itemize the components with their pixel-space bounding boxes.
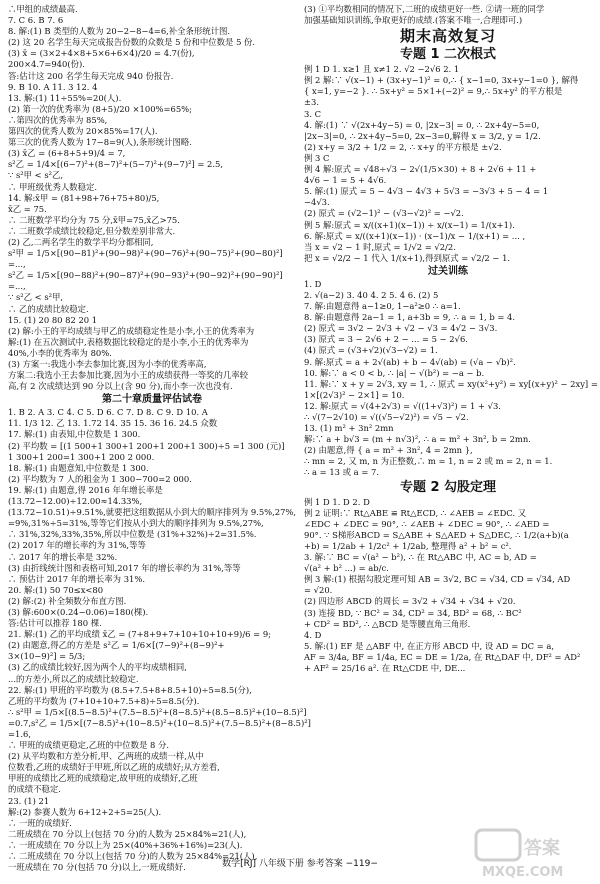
text-line: 例 5 解:原式 = x/((x+1)(x−1)) ÷ x/(x−1) = 1/(x+1).	[304, 219, 515, 230]
text-line: { x=1, y=−2 }. ∴ 5x+y² = 5×1+(−2)² = 9,∴ 5x+y² 的平方根是	[304, 86, 563, 97]
text-line: s²甲 = 1/5×[(90−81)²+(90−98)²+(90−76)²+(90−75)²+(90−80)²]	[8, 248, 283, 259]
svg-text:答案: 答案	[524, 838, 560, 859]
text-line: 解:∵ a + b√3 = (m + n√3)², ∴ a = m² + 3n², b = 2mn.	[304, 434, 531, 445]
text-line: 高,有 2 次成绩达到 90 分以上(含 90 分),而小李一次也没有.	[8, 381, 233, 392]
text-line: 3. C	[304, 108, 322, 119]
text-line: ∴ 甲班的成绩更稳定,乙班的中位数是 8 分.	[8, 740, 170, 751]
text-line: 例 3 解:(1) 根据勾股定理可知 AB = 3√2, BC = √34, CD = √34, AD	[304, 574, 571, 585]
text-line: +b) = 1/2ab + 1/2c² + 1/2ab, 整理得 a² + b² = c².	[304, 540, 512, 551]
text-line: 例 2 解:∵ √(x−1) + (3x+y−1)² = 0,∴ { x−1=0, 3x+y−1=0 }, 解得	[304, 75, 579, 86]
right-column	[304, 4, 598, 850]
text-line: ±3.	[304, 97, 320, 108]
section-heading: 过关训练	[428, 265, 468, 277]
text-line: (2) 从平均数和方差分析,甲、乙两班的成绩一样,从中	[8, 751, 204, 762]
watermark-logo	[474, 826, 594, 882]
text-line: 4√6 − 1 = 5 + 4√6.	[304, 175, 387, 186]
text-line: ∴ 一班的成绩好.	[8, 817, 72, 828]
text-line: (2) 解:(2) 补全频数分布直方图.	[8, 595, 127, 606]
text-line: (3) 连接 BD, ∵ BC² = 34, CD² = 34, BD² = 68, ∴ BC²	[304, 607, 522, 618]
topic-heading: 专题 1 二次根式	[399, 47, 497, 63]
text-line: 4. 解:(1) ∵ √(2x+4y−5) = 0, |2x−3| = 0, ∴ 2x+4y−5=0,	[304, 119, 540, 130]
text-line: 9. 解:原式 = a + 2√(ab) + b − 4√(ab) = (√a − √b)².	[304, 356, 516, 367]
text-line: 解:(2) 参赛人数为 6+12+2+5=25(人).	[8, 806, 162, 817]
text-line: (2) 原式 = 3√2 − 2√3 + √2 − √3 = 4√2 − 3√3.	[304, 323, 498, 334]
text-line: ∴ 2017 年的增长率是 32%.	[8, 551, 118, 562]
text-line: ∴ 二班数学平均分为 75 分,x̄甲=75,x̄乙>75.	[8, 214, 180, 225]
text-line: 4. D	[304, 629, 322, 640]
svg-text:MXQE.COM: MXQE.COM	[482, 865, 564, 880]
text-line: 第四次的优秀人数为 20×85%=17(人).	[8, 126, 158, 137]
text-line: 19. 解:(1) 由题意,得 2016 年年增长率是	[8, 484, 163, 495]
text-line: 例 1 D 1. D 2. D	[304, 496, 370, 507]
text-line: 3×(10−9)²] = 5/3;	[8, 651, 86, 662]
text-line: 解:(1) 在五次测试中,表格数据比较稳定的是小李,小王的优秀率为	[8, 336, 249, 347]
text-line: √(a² + b² ...) = ab/c.	[304, 563, 389, 574]
text-line: (2) 平均数为 7 人的租金为 1 300−700=2 000.	[8, 473, 192, 484]
text-line: s²乙 = 1/5×[(90−88)²+(90−87)²+(90−93)²+(90−92)²+(90−90)²]	[8, 270, 283, 281]
text-line: 6. 解:原式 = x/((x+1)(x−1)) · (x−1)/x − 1/(x+1) = ... ,	[304, 230, 526, 241]
text-line: (3) 解:600×(0.24−0.06)=180(棵).	[8, 606, 149, 617]
text-line: ∴第四次的优秀率为 85%,	[8, 114, 108, 125]
text-line: = √20.	[304, 585, 333, 596]
text-line: (2) 这 20 名学生每天完成报告份数的众数是 5 份和中位数是 5 份.	[8, 37, 256, 48]
text-line: 例 2 证明:∵ Rt△ABE ≌ Rt△ECD, ∴ ∠AEB = ∠EDC. 又	[304, 507, 527, 518]
text-line: (2) 乙,二两名学生的数学平均分都相同,	[8, 236, 154, 247]
text-line: 10. 解:∵ a < 0 < b, ∴ |a| − √(b²) = −a − b.	[304, 367, 485, 378]
text-line: =...,	[8, 281, 26, 292]
text-line: s²乙 = 1/4×[(6−7)²+(8−7)²+(5−7)²+(9−7)²] = 2.5,	[8, 159, 224, 170]
text-line: 2. √(a−2) 3. 40 4. 2 5. 4 6. (2) 5	[304, 289, 439, 300]
text-line: AF = 3/4a, BF = 1/4a, EC = DE = 1/2a, 在 Rt△DAF 中, DF² = AD²	[304, 651, 581, 662]
text-line: (2) 由题意,得乙的方差是 s²乙 = 1/6×[(7−9)²+(8−9)²+	[8, 640, 225, 651]
text-line: (2) 四边形 ABCD 的周长 = 3√2 + √34 + √34 + √20.	[304, 596, 516, 607]
text-line: (2) 第一次的优秀率为 (8+5)/20 ×100%=65%;	[8, 103, 192, 114]
text-line: + AF² = 25/16 a². 在 Rt△CDE 中, DE...	[304, 662, 466, 673]
text-line: =0.7,s²乙 = 1/5×[(7−8.5)²+(10−8.5)²+(10−8.5)²+(7.5−8.5)²+(8−8.5)²]	[8, 717, 311, 728]
page-footer: 数学[RJ] 八年级下册 参考答案 −119−	[222, 859, 378, 869]
text-line: 200×4.7=940(份).	[8, 59, 85, 70]
text-line: (2) 原式 = (√2−1)² − (√3−√2)² = −√2.	[304, 208, 464, 219]
text-line: 1. B 2. A 3. C 4. C 5. D 6. C 7. D 8. C 9. D 10. A	[8, 407, 208, 418]
text-line: 12. 解:原式 = √(4+2√3) = √((1+√3)²) = 1 + √3.	[304, 400, 501, 411]
text-line: 1. D	[304, 278, 322, 289]
text-line: (3) 方案一:我选小李去参加比赛,因为小李的优秀率高,	[8, 359, 207, 369]
text-line: =...,	[8, 259, 26, 270]
text-line: 18. 解:(1) 由题意知,中位数是 1 300.	[8, 462, 149, 473]
text-line: 11. 1/3 12. 乙 13. 1.72 14. 35 15. 36 16. 24.5 众数	[8, 418, 218, 429]
text-line: (13.72−10.51)÷9.51%,就要把这组数据从小到大的顺序排列为 9.5%,27%,	[8, 507, 297, 518]
text-line: 40%,小李的优秀率为 80%.	[8, 347, 112, 358]
text-line: =1.6,	[8, 729, 31, 739]
text-line: (2) 2017 年的增长率约为 31%,等等	[8, 540, 146, 551]
text-line: 17. 解:(1) 由表知,中位数是 1 300.	[8, 429, 141, 440]
text-line: 11. 解:∵ x + y = 2√3, xy = 1, ∴ 原式 = xy(x²+y²) = xy[(x+y)² − 2xy] =	[304, 378, 598, 389]
text-line: (3) x̄ = (3×2+4×8+5×6+6×4)/20 = 4.7(份),	[8, 48, 195, 59]
text-line: 例 1 D 1. x≥1 且 x≠1 2. √2 −2√6 2. 1	[304, 64, 460, 75]
text-line: −4√3.	[304, 197, 330, 208]
text-line: 1 300+1 200=1 300+1 200 2 000.	[8, 451, 155, 462]
text-line: ∴ 二班成绩在 70 分以上(包括 70 分)的人数为 25×84%=21(人),	[8, 851, 258, 862]
text-line: 例 3 C	[304, 152, 330, 163]
text-line: 位数看,乙班的成绩好于甲班,所以乙班的成绩好;从方差看,	[8, 762, 220, 773]
text-line: 第三次的优秀人数为 17−8=9(人),条形统计图略.	[8, 137, 192, 148]
text-line: 23. (1) 21	[8, 795, 50, 806]
text-line: 3. 解:∵ BC = √(a² − b²), ∴ 在 Rt△ABC 中, AC = b, AD =	[304, 552, 537, 563]
text-line: (4) 原式 = (√3+√2)(√3−√2) = 1.	[304, 345, 438, 356]
text-line: ∴ 预估计 2017 年的增长率为 31%.	[8, 573, 145, 584]
text-line: ∵ s²乙 < s²甲,	[8, 292, 64, 303]
text-line: 当 x = √2 − 1 时,原式 = 1/√2 = √2/2.	[304, 241, 456, 252]
text-line: ∴ s²甲 = 1/5×[(8.5−8.5)²+(7.5−8.5)²+(8−8.5)²+(8.5−8.5)²+(10−8.5)²]	[8, 706, 307, 717]
text-line: ∵ s²甲 < s²乙,	[8, 170, 64, 181]
text-line: 1×[(2√3)² − 2×1] = 10.	[304, 389, 405, 400]
text-line: 7. 解:由题意得 a−1≥0, 1−a²≥0 ∴ a=1.	[304, 301, 461, 312]
text-line: 5. 解:(1) 原式 = 5 − 4√3 − 4√3 + 5√3 = −3√3 + 5 − 4 = 1	[304, 186, 549, 197]
text-line: 8. 解:由题意得 2a−1 = 1, a+3b = 9, ∴ a = 1, b = 4.	[304, 312, 516, 323]
text-line: 二班成绩在 70 分以上(包括 70 分)的人数为 25×84%=21(人),	[8, 828, 247, 839]
text-line: =9%,31%÷5=31%,等等它们按从小到大的顺序排列为 9.5%,27%,	[8, 518, 264, 529]
text-line: ∴ 甲班级优秀人数稳定.	[8, 181, 98, 192]
section-heading: 期末高效复习	[399, 27, 496, 46]
text-line: 一班成绩在 70 分(包括 70 分)以上,一班成绩好.	[8, 862, 186, 873]
text-line: 甲班的成绩比乙班的成绩稳定,故甲班的成绩好,乙班	[8, 773, 198, 784]
text-line: ...的方差小,所以乙的成绩比较稳定.	[8, 673, 139, 684]
text-line: 例 4 解:原式 = √48÷√3 − 2√(1/5×30) + 8 + 2√6 + 11 +	[304, 164, 537, 175]
text-line: 7. C 6. B 7. 6	[8, 15, 64, 26]
text-line: 22. 解:(1) 甲班的平均数为 (8.5+7.5+8+8.5+10)÷5=8.5(分),	[8, 684, 252, 695]
text-line: 9. B 10. A 11. 3 12. 4	[8, 81, 98, 92]
text-line: (2) 解:小王的平均成绩与甲乙的成绩稳定性是小李,小王的优秀率为	[8, 325, 255, 336]
text-line: (3) x̄乙 = (6+8+5+9)/4 = 7,	[8, 148, 126, 159]
text-line: ∴ 一班成绩在 70 分以上为 25×(40%+36%+16%)=23(人).	[8, 839, 243, 850]
text-line: 答:估计可以推荐 180 棵.	[8, 618, 102, 629]
text-line: 20. 解:(1) 50 70≤x<80	[8, 584, 104, 595]
text-line: 把 x = √2/2 − 1 代入 1/(x+1),得到原式 = √2/2 − 1.	[304, 252, 511, 263]
text-line: (3) 由折线统计图和表格可知,2017 年的增长率约为 31%,等等	[8, 562, 241, 573]
text-line: |2x−3|=0, ∴ 2x+4y−5=0, 2x−3=0,解得 x = 3/2, y = 1/2.	[304, 130, 541, 141]
text-line: 答:估计这 200 名学生每天完成 940 份报告.	[8, 70, 174, 81]
text-line: (3) 乙的成绩比较好,因为两个人的平均成绩相同,	[8, 662, 187, 673]
text-line: 8. 解:(1) B 类型的人数为 20−2−8−4=6,补全条形统计图.	[8, 26, 231, 37]
text-line: 5. 解:(1) EF 是 △ABF 中, 在正方形 ABCD 中, 设 AD = DC = a,	[304, 640, 555, 651]
text-line: (13.72−12.00)÷12.00≈14.33%,	[8, 496, 143, 507]
text-line: 15. (1) 20 80 82 20 1	[8, 314, 98, 325]
text-line: 14. 解:x̄甲 = (81+98+76+75+80)/5,	[8, 192, 160, 203]
text-line: ∴ 31%,32%,33%,35%,所以中位数是 (31%+32%)÷2=31.5%.	[8, 529, 257, 540]
text-line: 加强基础知识训练,争取更好的成绩.(答案不唯一,合理即可.)	[304, 15, 523, 26]
text-line: 乙班的平均数为 (7+10+10+7.5+8)÷5=8.5(分).	[8, 695, 200, 706]
text-line: ∴ a = 13 或 a = 7.	[304, 467, 380, 478]
text-line: ∴ 二班数学成绩比较稳定,但分数差别非常大.	[8, 225, 176, 236]
text-line: (2) 平均数 = [(1 500+1 300+1 200+1 200+1 300)÷5 =1 300 (元)]	[8, 440, 285, 451]
text-line: (3) ①平均数相同的情况下,二班的成绩更好一些. ②请一班的同学	[304, 4, 545, 14]
text-line: ∴ 乙的成绩比较稳定.	[8, 303, 89, 314]
topic-heading: 专题 2 勾股定理	[399, 479, 497, 495]
text-line: 13. (1) m² + 3n² 2mn	[304, 423, 394, 434]
text-line: x̄乙 = 75.	[8, 203, 47, 214]
text-line: 21. 解:(1) 乙的平均成绩 x̄乙 = (7+8+9+7+10+10+10+9)/6 = 9;	[8, 629, 271, 640]
text-line: 90°. ∵ S梯形ABCD = S△ABE + S△AED + S△DEC, ∴ 1/2(a+b)(a	[304, 529, 569, 540]
text-line: ∠EDC + ∠DEC = 90°, ∴ ∠AEB + ∠DEC = 90°, ∴ ∠AED =	[304, 518, 550, 529]
text-line: 13. 解:(1) 11÷55%=20(人).	[8, 92, 122, 103]
text-line: ∴甲组的成绩最高.	[8, 4, 78, 14]
text-line: (2) x+y = 3/2 + 1/2 = 2, ∴ x+y 的平方根是 ±√2.	[304, 141, 502, 152]
text-line: ∴ √(7−2√10) = √((√5−√2)²) = √5 − √2.	[304, 412, 469, 422]
text-line: (2) 由题意,得 { a = m² + 3n², 4 = 2mn },	[304, 445, 473, 456]
text-line: 的成绩不稳定.	[8, 784, 61, 795]
text-line: (3) 原式 = 3 − 2√6 + 2 − ... = 5 − 2√6.	[304, 334, 468, 345]
text-line: ∴ mn = 2, 又 m, n 为正整数,∴ m = 1, n = 2 或 m = 2, n = 1.	[304, 456, 553, 467]
text-line: 方案二:我选小王去参加比赛,因为小王的成绩获得一等奖的几率较	[8, 370, 248, 381]
text-line: + CD² = BD², ∴ △BCD 是等腰直角三角形.	[304, 618, 471, 629]
section-heading: 第二十章质量评估试卷	[102, 394, 202, 406]
